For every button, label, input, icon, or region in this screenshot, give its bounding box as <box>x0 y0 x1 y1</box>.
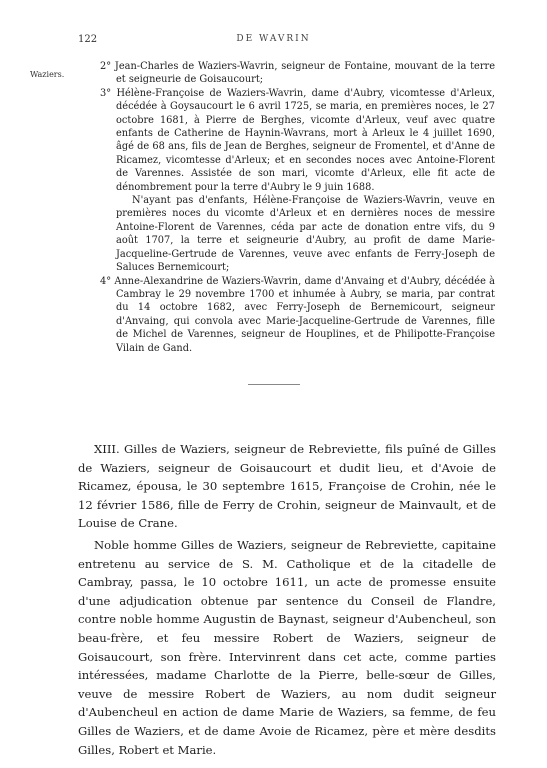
list-item-3: 3° Hélène-Françoise de Waziers-Wavrin, dame d'Aubry, vicomtesse d'Arleux, décédée à Goysaucourt le 6 avril 1725, se maria, en premières noces, le 27 octobre 1681, à Pierre de Berghes, vicomte d'Arleux, veuf avec quatre enfants de Catherine de Haynin-Wavrans, mort à Arleux le 4 juillet 1690, âgé de 68 ans, fils de Jean de Berghes, seigneur de Fromentel, et d'Anne de Ricamez, vicomtesse d'Arleux; et en secondes noces avec Antoine-Florent de Varennes. Assistée de son mari, vicomte d'Arleux, elle fit acte de dénombrement pour la terre d'Aubry le 9 juin 1688. <box>100 87 495 193</box>
main-text <box>78 440 496 759</box>
list-item-2: 2° Jean-Charles de Waziers-Wavrin, seigneur de Fontaine, mouvant de la terre et seigneurie de Goisaucourt; <box>100 61 495 86</box>
running-head: DE WAVRIN <box>236 34 311 44</box>
section-divider <box>248 384 300 385</box>
paragraph-xiii: XIII. Gilles de Waziers, seigneur de Rebreviette, fils puîné de Gilles de Waziers, seigneur de Goisaucourt et dudit lieu, et d'Avoie de Ricamez, épousa, le 30 septembre 1615, Françoise de Crohin, née le 12 février 1586, fille de Ferry de Crohin, seigneur de Mainvault, et de Louise de Crane. <box>78 442 496 531</box>
margin-note: Waziers. <box>30 70 65 79</box>
list-item-4: 4° Anne-Alexandrine de Waziers-Wavrin, dame d'Anvaing et d'Aubry, décédée à Cambray le 29 novembre 1700 et inhumée à Aubry, se maria, par contrat du 14 octobre 1682, avec Ferry-Joseph de Bernemicourt, seigneur d'Anvaing, qui convola avec Marie-Jacqueline-Gertrude de Varennes, fille de Michel de Varennes, seigneur de Houplines, et de Philipotte-Françoise Vilain de Gand. <box>100 275 495 354</box>
page-number: 122 <box>78 34 98 45</box>
list-paragraph: N'ayant pas d'enfants, Hélène-Françoise de Waziers-Wavrin, veuve en premières noces du vicomte d'Arleux et en dernières noces de messire Antoine-Florent de Varennes, céda par acte de donation entre vifs, du 9 août 1707, la terre et seigneurie d'Aubry, au profit de dame Marie-Jacqueline-Gertrude de Varennes, veuve avec enfants de Ferry-Joseph de Saluces Bernemicourt; <box>116 195 495 274</box>
genealogy-list <box>100 60 495 355</box>
paragraph-noble-homme: Noble homme Gilles de Waziers, seigneur de Rebreviette, capitaine entretenu au service de S. M. Catholique et de la citadelle de Cambray, passa, le 10 octobre 1611, un acte de promesse ensuite d'une adjudication obtenue par sentence du Conseil de Flandre, contre noble homme Augustin de Baynast, seigneur d'Aubencheul, son beau-frère, et feu messire Robert de Waziers, seigneur de Goisaucourt, son frère. Intervinrent dans cet acte, comme parties intéressées, madame Charlotte de la Pierre, belle-sœur de Gilles, veuve de messire Robert de Waziers, au nom dudit seigneur d'Aubencheul en action de dame Marie de Waziers, sa femme, de feu Gilles de Waziers, et de dame Avoie de Ricamez, père et mère desdits Gilles, Robert et Marie. <box>78 537 496 757</box>
